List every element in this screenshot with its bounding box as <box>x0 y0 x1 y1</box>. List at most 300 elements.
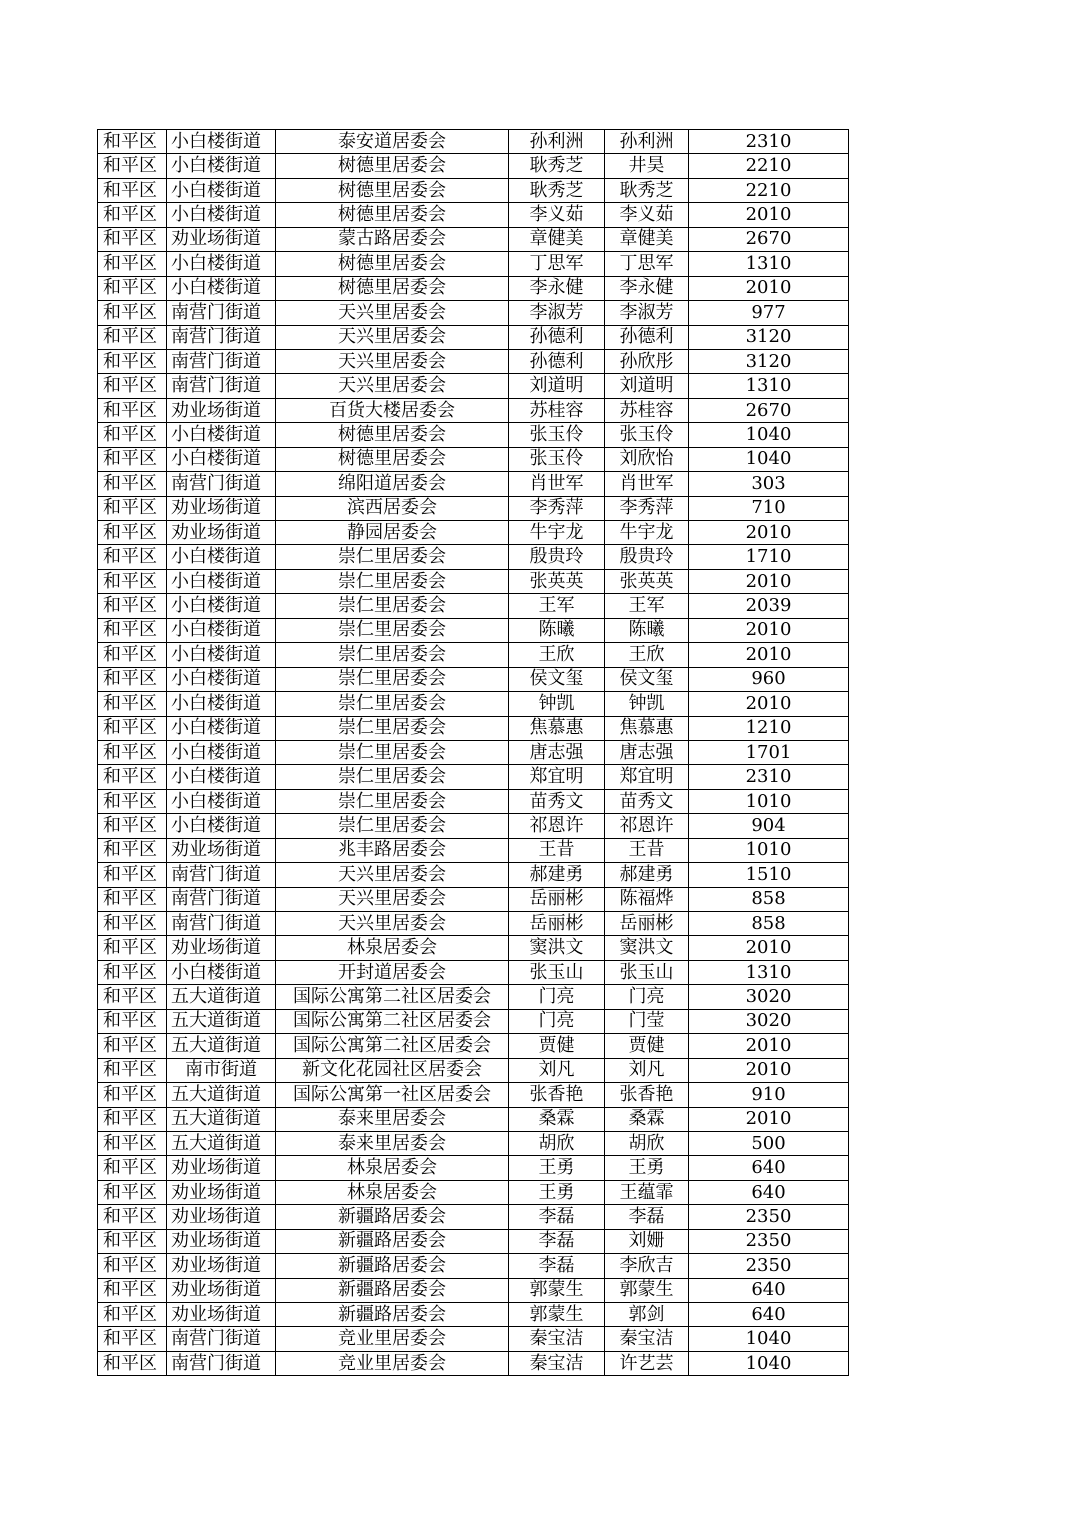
member-cell: 孙欣彤 <box>605 349 689 373</box>
applicant-cell: 章健美 <box>509 227 605 251</box>
street-cell: 劝业场街道 <box>167 1303 276 1327</box>
applicant-cell: 牛宇龙 <box>509 521 605 545</box>
district-cell: 和平区 <box>98 1034 167 1058</box>
member-cell: 秦宝洁 <box>605 1327 689 1351</box>
member-cell: 郭蒙生 <box>605 1278 689 1302</box>
street-cell: 小白楼街道 <box>167 692 276 716</box>
amount-cell: 303 <box>689 472 849 496</box>
amount-cell: 1040 <box>689 447 849 471</box>
table-row <box>98 423 849 447</box>
amount-cell: 3020 <box>689 1009 849 1033</box>
district-cell: 和平区 <box>98 814 167 838</box>
member-cell: 张玉山 <box>605 960 689 984</box>
district-cell: 和平区 <box>98 618 167 642</box>
applicant-cell: 殷贵玲 <box>509 545 605 569</box>
amount-cell: 2039 <box>689 594 849 618</box>
amount-cell: 500 <box>689 1131 849 1155</box>
applicant-cell: 李秀萍 <box>509 496 605 520</box>
member-cell: 门莹 <box>605 1009 689 1033</box>
district-cell: 和平区 <box>98 349 167 373</box>
table-row <box>98 374 849 398</box>
committee-cell: 林泉居委会 <box>276 1180 509 1204</box>
member-cell: 孙利洲 <box>605 130 689 154</box>
table-row <box>98 740 849 764</box>
amount-cell: 910 <box>689 1083 849 1107</box>
table-row <box>98 1131 849 1155</box>
street-cell: 五大道街道 <box>167 1034 276 1058</box>
street-cell: 劝业场街道 <box>167 936 276 960</box>
amount-cell: 2210 <box>689 154 849 178</box>
street-cell: 小白楼街道 <box>167 130 276 154</box>
district-cell: 和平区 <box>98 154 167 178</box>
street-cell: 小白楼街道 <box>167 423 276 447</box>
amount-cell: 640 <box>689 1180 849 1204</box>
district-cell: 和平区 <box>98 985 167 1009</box>
district-cell: 和平区 <box>98 325 167 349</box>
street-cell: 劝业场街道 <box>167 521 276 545</box>
district-cell: 和平区 <box>98 423 167 447</box>
table-row <box>98 496 849 520</box>
committee-cell: 天兴里居委会 <box>276 912 509 936</box>
member-cell: 刘道明 <box>605 374 689 398</box>
district-cell: 和平区 <box>98 960 167 984</box>
member-cell: 李欣吉 <box>605 1254 689 1278</box>
amount-cell: 710 <box>689 496 849 520</box>
applicant-cell: 唐志强 <box>509 740 605 764</box>
street-cell: 小白楼街道 <box>167 643 276 667</box>
amount-cell: 2010 <box>689 936 849 960</box>
street-cell: 南营门街道 <box>167 325 276 349</box>
district-cell: 和平区 <box>98 912 167 936</box>
committee-cell: 百货大楼居委会 <box>276 398 509 422</box>
committee-cell: 新文化花园社区居委会 <box>276 1058 509 1082</box>
committee-cell: 滨西居委会 <box>276 496 509 520</box>
applicant-cell: 张英英 <box>509 569 605 593</box>
district-cell: 和平区 <box>98 374 167 398</box>
member-cell: 岳丽彬 <box>605 912 689 936</box>
street-cell: 劝业场街道 <box>167 398 276 422</box>
table-row <box>98 447 849 471</box>
amount-cell: 3120 <box>689 325 849 349</box>
applicant-cell: 孙利洲 <box>509 130 605 154</box>
table-row <box>98 325 849 349</box>
table-row <box>98 178 849 202</box>
street-cell: 五大道街道 <box>167 1083 276 1107</box>
amount-cell: 2010 <box>689 276 849 300</box>
committee-cell: 蒙古路居委会 <box>276 227 509 251</box>
amount-cell: 2310 <box>689 765 849 789</box>
table-row <box>98 569 849 593</box>
applicant-cell: 岳丽彬 <box>509 887 605 911</box>
amount-cell: 3120 <box>689 349 849 373</box>
member-cell: 张英英 <box>605 569 689 593</box>
district-cell: 和平区 <box>98 301 167 325</box>
applicant-cell: 王欣 <box>509 643 605 667</box>
amount-cell: 3020 <box>689 985 849 1009</box>
street-cell: 小白楼街道 <box>167 789 276 813</box>
district-cell: 和平区 <box>98 887 167 911</box>
table-row <box>98 838 849 862</box>
committee-cell: 天兴里居委会 <box>276 374 509 398</box>
table-row <box>98 863 849 887</box>
member-cell: 李义茹 <box>605 203 689 227</box>
street-cell: 南营门街道 <box>167 1327 276 1351</box>
member-cell: 胡欣 <box>605 1131 689 1155</box>
amount-cell: 2010 <box>689 1058 849 1082</box>
street-cell: 小白楼街道 <box>167 178 276 202</box>
committee-cell: 天兴里居委会 <box>276 887 509 911</box>
amount-cell: 858 <box>689 912 849 936</box>
applicant-cell: 刘凡 <box>509 1058 605 1082</box>
member-cell: 苗秀文 <box>605 789 689 813</box>
member-cell: 肖世军 <box>605 472 689 496</box>
district-cell: 和平区 <box>98 1058 167 1082</box>
table-row <box>98 472 849 496</box>
amount-cell: 2010 <box>689 569 849 593</box>
district-cell: 和平区 <box>98 1351 167 1375</box>
committee-cell: 林泉居委会 <box>276 1156 509 1180</box>
district-cell: 和平区 <box>98 1009 167 1033</box>
member-cell: 陈曦 <box>605 618 689 642</box>
member-cell: 侯文玺 <box>605 667 689 691</box>
table-row <box>98 1327 849 1351</box>
member-cell: 牛宇龙 <box>605 521 689 545</box>
amount-cell: 2670 <box>689 398 849 422</box>
member-cell: 郑宜明 <box>605 765 689 789</box>
district-cell: 和平区 <box>98 1083 167 1107</box>
district-cell: 和平区 <box>98 1156 167 1180</box>
street-cell: 劝业场街道 <box>167 1180 276 1204</box>
member-cell: 张香艳 <box>605 1083 689 1107</box>
applicant-cell: 祁恩许 <box>509 814 605 838</box>
amount-cell: 977 <box>689 301 849 325</box>
applicant-cell: 门亮 <box>509 1009 605 1033</box>
street-cell: 劝业场街道 <box>167 227 276 251</box>
street-cell: 劝业场街道 <box>167 1278 276 1302</box>
applicant-cell: 李磊 <box>509 1205 605 1229</box>
applicant-cell: 郝建勇 <box>509 863 605 887</box>
member-cell: 苏桂容 <box>605 398 689 422</box>
district-cell: 和平区 <box>98 1131 167 1155</box>
table-row <box>98 521 849 545</box>
committee-cell: 新疆路居委会 <box>276 1254 509 1278</box>
committee-cell: 国际公寓第二社区居委会 <box>276 1009 509 1033</box>
amount-cell: 1310 <box>689 252 849 276</box>
committee-cell: 崇仁里居委会 <box>276 692 509 716</box>
district-cell: 和平区 <box>98 1107 167 1131</box>
district-cell: 和平区 <box>98 594 167 618</box>
table-row <box>98 227 849 251</box>
committee-cell: 国际公寓第二社区居委会 <box>276 1034 509 1058</box>
district-cell: 和平区 <box>98 667 167 691</box>
committee-cell: 崇仁里居委会 <box>276 643 509 667</box>
table-row <box>98 594 849 618</box>
district-cell: 和平区 <box>98 1278 167 1302</box>
table-row <box>98 1180 849 1204</box>
district-cell: 和平区 <box>98 178 167 202</box>
amount-cell: 2210 <box>689 178 849 202</box>
street-cell: 小白楼街道 <box>167 960 276 984</box>
amount-cell: 1701 <box>689 740 849 764</box>
committee-cell: 新疆路居委会 <box>276 1229 509 1253</box>
table-row <box>98 130 849 154</box>
applicant-cell: 孙德利 <box>509 325 605 349</box>
amount-cell: 1310 <box>689 960 849 984</box>
member-cell: 王欣 <box>605 643 689 667</box>
district-cell: 和平区 <box>98 838 167 862</box>
amount-cell: 904 <box>689 814 849 838</box>
table-row <box>98 618 849 642</box>
street-cell: 劝业场街道 <box>167 1205 276 1229</box>
committee-cell: 树德里居委会 <box>276 276 509 300</box>
applicant-cell: 张玉山 <box>509 960 605 984</box>
street-cell: 小白楼街道 <box>167 667 276 691</box>
street-cell: 五大道街道 <box>167 1009 276 1033</box>
member-cell: 王军 <box>605 594 689 618</box>
applicant-cell: 李永健 <box>509 276 605 300</box>
amount-cell: 1040 <box>689 1351 849 1375</box>
member-cell: 丁思军 <box>605 252 689 276</box>
applicant-cell: 门亮 <box>509 985 605 1009</box>
applicant-cell: 侯文玺 <box>509 667 605 691</box>
district-cell: 和平区 <box>98 545 167 569</box>
applicant-cell: 胡欣 <box>509 1131 605 1155</box>
applicant-cell: 王昔 <box>509 838 605 862</box>
committee-cell: 天兴里居委会 <box>276 325 509 349</box>
street-cell: 南营门街道 <box>167 887 276 911</box>
table-row <box>98 203 849 227</box>
applicant-cell: 焦慕惠 <box>509 716 605 740</box>
committee-cell: 崇仁里居委会 <box>276 594 509 618</box>
member-cell: 王蕴霏 <box>605 1180 689 1204</box>
member-cell: 张玉伶 <box>605 423 689 447</box>
committee-cell: 林泉居委会 <box>276 936 509 960</box>
district-cell: 和平区 <box>98 863 167 887</box>
street-cell: 南营门街道 <box>167 301 276 325</box>
amount-cell: 1710 <box>689 545 849 569</box>
committee-cell: 国际公寓第二社区居委会 <box>276 985 509 1009</box>
street-cell: 南营门街道 <box>167 863 276 887</box>
street-cell: 南营门街道 <box>167 912 276 936</box>
committee-cell: 崇仁里居委会 <box>276 545 509 569</box>
member-cell: 郭剑 <box>605 1303 689 1327</box>
member-cell: 井昊 <box>605 154 689 178</box>
street-cell: 劝业场街道 <box>167 838 276 862</box>
table-row <box>98 1009 849 1033</box>
district-cell: 和平区 <box>98 496 167 520</box>
amount-cell: 1010 <box>689 838 849 862</box>
committee-cell: 树德里居委会 <box>276 252 509 276</box>
amount-cell: 2010 <box>689 521 849 545</box>
amount-cell: 2010 <box>689 1107 849 1131</box>
amount-cell: 1210 <box>689 716 849 740</box>
district-cell: 和平区 <box>98 569 167 593</box>
street-cell: 五大道街道 <box>167 985 276 1009</box>
table-row <box>98 692 849 716</box>
member-cell: 王勇 <box>605 1156 689 1180</box>
applicant-cell: 苗秀文 <box>509 789 605 813</box>
table-row <box>98 1351 849 1375</box>
amount-cell: 2010 <box>689 643 849 667</box>
table-row <box>98 716 849 740</box>
table-row <box>98 643 849 667</box>
street-cell: 小白楼街道 <box>167 252 276 276</box>
committee-cell: 崇仁里居委会 <box>276 789 509 813</box>
amount-cell: 2010 <box>689 1034 849 1058</box>
amount-cell: 2350 <box>689 1229 849 1253</box>
street-cell: 小白楼街道 <box>167 276 276 300</box>
street-cell: 南营门街道 <box>167 1351 276 1375</box>
district-cell: 和平区 <box>98 1180 167 1204</box>
amount-cell: 1040 <box>689 423 849 447</box>
amount-cell: 2350 <box>689 1254 849 1278</box>
street-cell: 南营门街道 <box>167 374 276 398</box>
committee-cell: 静园居委会 <box>276 521 509 545</box>
street-cell: 南市街道 <box>167 1058 276 1082</box>
street-cell: 劝业场街道 <box>167 1254 276 1278</box>
table-body <box>98 130 849 1376</box>
committee-cell: 树德里居委会 <box>276 447 509 471</box>
street-cell: 小白楼街道 <box>167 765 276 789</box>
applicant-cell: 张玉伶 <box>509 447 605 471</box>
member-cell: 李磊 <box>605 1205 689 1229</box>
member-cell: 刘姗 <box>605 1229 689 1253</box>
table-row <box>98 887 849 911</box>
applicant-cell: 张玉伶 <box>509 423 605 447</box>
street-cell: 劝业场街道 <box>167 1229 276 1253</box>
table-row <box>98 252 849 276</box>
applicant-cell: 秦宝洁 <box>509 1351 605 1375</box>
amount-cell: 1310 <box>689 374 849 398</box>
table-row <box>98 1229 849 1253</box>
committee-cell: 崇仁里居委会 <box>276 569 509 593</box>
member-cell: 桑霖 <box>605 1107 689 1131</box>
district-cell: 和平区 <box>98 1229 167 1253</box>
committee-cell: 树德里居委会 <box>276 178 509 202</box>
table-row <box>98 789 849 813</box>
committee-cell: 崇仁里居委会 <box>276 740 509 764</box>
table-row <box>98 154 849 178</box>
applicant-cell: 肖世军 <box>509 472 605 496</box>
amount-cell: 2670 <box>689 227 849 251</box>
applicant-cell: 贾健 <box>509 1034 605 1058</box>
applicant-cell: 钟凯 <box>509 692 605 716</box>
table-row <box>98 667 849 691</box>
amount-cell: 1010 <box>689 789 849 813</box>
table-row <box>98 765 849 789</box>
member-cell: 祁恩许 <box>605 814 689 838</box>
district-cell: 和平区 <box>98 1327 167 1351</box>
committee-cell: 崇仁里居委会 <box>276 716 509 740</box>
applicant-cell: 耿秀芝 <box>509 178 605 202</box>
applicant-cell: 李磊 <box>509 1254 605 1278</box>
member-cell: 章健美 <box>605 227 689 251</box>
member-cell: 门亮 <box>605 985 689 1009</box>
committee-cell: 绵阳道居委会 <box>276 472 509 496</box>
member-cell: 耿秀芝 <box>605 178 689 202</box>
applicant-cell: 王勇 <box>509 1180 605 1204</box>
committee-cell: 树德里居委会 <box>276 423 509 447</box>
street-cell: 五大道街道 <box>167 1107 276 1131</box>
amount-cell: 960 <box>689 667 849 691</box>
committee-cell: 崇仁里居委会 <box>276 618 509 642</box>
applicant-cell: 李义茹 <box>509 203 605 227</box>
applicant-cell: 苏桂容 <box>509 398 605 422</box>
table-row <box>98 1303 849 1327</box>
street-cell: 小白楼街道 <box>167 203 276 227</box>
district-cell: 和平区 <box>98 472 167 496</box>
district-cell: 和平区 <box>98 203 167 227</box>
member-cell: 李淑芳 <box>605 301 689 325</box>
committee-cell: 崇仁里居委会 <box>276 765 509 789</box>
amount-cell: 858 <box>689 887 849 911</box>
committee-cell: 崇仁里居委会 <box>276 814 509 838</box>
committee-cell: 兆丰路居委会 <box>276 838 509 862</box>
applicant-cell: 秦宝洁 <box>509 1327 605 1351</box>
amount-cell: 2010 <box>689 618 849 642</box>
member-cell: 唐志强 <box>605 740 689 764</box>
table-row <box>98 276 849 300</box>
table-row <box>98 1156 849 1180</box>
applicant-cell: 李淑芳 <box>509 301 605 325</box>
table-row <box>98 398 849 422</box>
street-cell: 小白楼街道 <box>167 569 276 593</box>
member-cell: 刘欣怡 <box>605 447 689 471</box>
member-cell: 贾健 <box>605 1034 689 1058</box>
applicant-cell: 李磊 <box>509 1229 605 1253</box>
table-row <box>98 1254 849 1278</box>
district-cell: 和平区 <box>98 447 167 471</box>
table-row <box>98 960 849 984</box>
street-cell: 南营门街道 <box>167 349 276 373</box>
table-row <box>98 936 849 960</box>
district-cell: 和平区 <box>98 398 167 422</box>
applicant-cell: 刘道明 <box>509 374 605 398</box>
district-cell: 和平区 <box>98 765 167 789</box>
committee-cell: 竞业里居委会 <box>276 1351 509 1375</box>
district-cell: 和平区 <box>98 936 167 960</box>
applicant-cell: 陈曦 <box>509 618 605 642</box>
amount-cell: 2010 <box>689 692 849 716</box>
committee-cell: 树德里居委会 <box>276 203 509 227</box>
street-cell: 小白楼街道 <box>167 154 276 178</box>
street-cell: 小白楼街道 <box>167 740 276 764</box>
street-cell: 小白楼街道 <box>167 594 276 618</box>
committee-cell: 泰安道居委会 <box>276 130 509 154</box>
district-cell: 和平区 <box>98 1205 167 1229</box>
member-cell: 焦慕惠 <box>605 716 689 740</box>
district-cell: 和平区 <box>98 252 167 276</box>
street-cell: 小白楼街道 <box>167 447 276 471</box>
amount-cell: 1510 <box>689 863 849 887</box>
street-cell: 小白楼街道 <box>167 545 276 569</box>
district-cell: 和平区 <box>98 643 167 667</box>
district-cell: 和平区 <box>98 789 167 813</box>
district-cell: 和平区 <box>98 1303 167 1327</box>
applicant-cell: 郭蒙生 <box>509 1278 605 1302</box>
member-cell: 李秀萍 <box>605 496 689 520</box>
committee-cell: 新疆路居委会 <box>276 1205 509 1229</box>
table-row <box>98 349 849 373</box>
street-cell: 劝业场街道 <box>167 496 276 520</box>
applicant-cell: 王勇 <box>509 1156 605 1180</box>
district-cell: 和平区 <box>98 130 167 154</box>
committee-cell: 天兴里居委会 <box>276 349 509 373</box>
member-cell: 李永健 <box>605 276 689 300</box>
committee-cell: 国际公寓第一社区居委会 <box>276 1083 509 1107</box>
member-cell: 钟凯 <box>605 692 689 716</box>
applicant-cell: 丁思军 <box>509 252 605 276</box>
